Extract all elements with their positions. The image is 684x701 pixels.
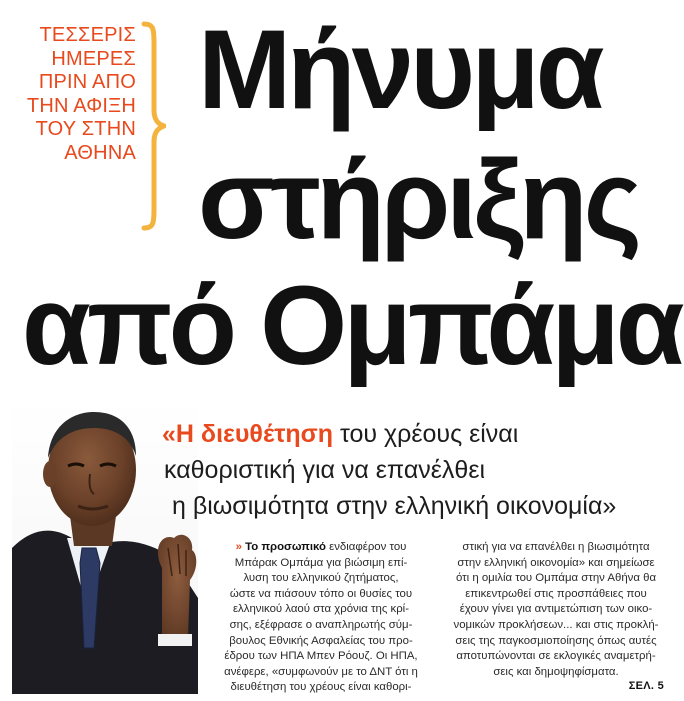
body-text: ελληνικού λαού στα χρόνια της κρί- [232, 603, 410, 616]
body-text: στην ελληνική οικονομία» και σημείωσε [457, 556, 655, 569]
body-text: σεις και δημοψηφίσματα. [493, 665, 619, 678]
body-text: ανέφερε, «συμφωνούν με το ΔΝΤ ότι η [224, 665, 418, 678]
kicker-line: ΑΘΗΝΑ [64, 141, 136, 164]
pull-quote [162, 416, 682, 524]
body-text: βουλος Εθνικής Ασφαλείας του προ- [229, 634, 413, 647]
quote-open-mark: « [162, 420, 176, 448]
body-text: νομικών προκλήσεων... και στις προκλή- [453, 618, 659, 631]
kicker-line: ΠΡΙΝ ΑΠΟ [38, 71, 136, 94]
headline-line: στήριξης [198, 137, 638, 262]
quote-text: καθοριστική για να επανέλθει [164, 456, 486, 484]
body-text: ώστε να πιάσουν τόπο οι θυσίες του [229, 587, 413, 600]
body-text: έδρου των ΗΠΑ Μπεν Ρόουζ. Οι ΗΠΑ, [224, 650, 418, 663]
body-text: αποτυπώνονται σε εκλογικές αναμετρή- [456, 650, 656, 663]
quote-text: η βιωσιμότητα στην ελληνική οικονομία» [172, 492, 617, 520]
body-column-2 [444, 540, 668, 680]
kicker-line: ΤΟΥ ΣΤΗΝ [35, 118, 136, 141]
body-text: στική για να επανέλθει η βιωσιμότητα [462, 541, 650, 553]
body-text: Μπάρακ Ομπάμα για βιώσιμη επί- [234, 556, 408, 569]
body-text: ότι η ομιλία του Ομπάμα στην Αθήνα θα [455, 572, 657, 585]
body-text: επικεντρωθεί στις προσπάθειες που [465, 587, 647, 600]
page-reference: ΣΕΛ. 5 [628, 680, 664, 692]
body-lead: Το προσωπικό [245, 541, 326, 553]
headline-line: Μήνυμα [198, 7, 601, 132]
quote-text: του χρέους είναι [333, 420, 519, 448]
kicker-line: ΤΕΣΣΕΡΙΣ [39, 24, 136, 46]
kicker-line: ΗΜΕΡΕΣ [51, 47, 136, 70]
body-text: διευθέτηση του χρέους είναι καθορι- [230, 681, 412, 694]
body-text: ενδιαφέρον του [325, 541, 407, 553]
quote-lead: Η διευθέτηση [175, 420, 334, 448]
kicker-line: ΤΗΝ ΑΦΙΞΗ [26, 94, 136, 117]
headline-line: από Ομπάμα [22, 263, 681, 388]
arrow-marker-icon: » [235, 541, 242, 553]
body-text: έχουν γίνει για αντιμετώπιση των οικο- [459, 603, 653, 616]
body-text: λυση του ελληνικού ζητήματος, [243, 572, 399, 585]
body-column-1 [206, 540, 436, 696]
body-text: σεις της παγκοσμιοποίησης όπως αυτές [455, 634, 657, 647]
body-text: σης, εξέφρασε ο αναπληρωτής σύμ- [229, 618, 413, 631]
